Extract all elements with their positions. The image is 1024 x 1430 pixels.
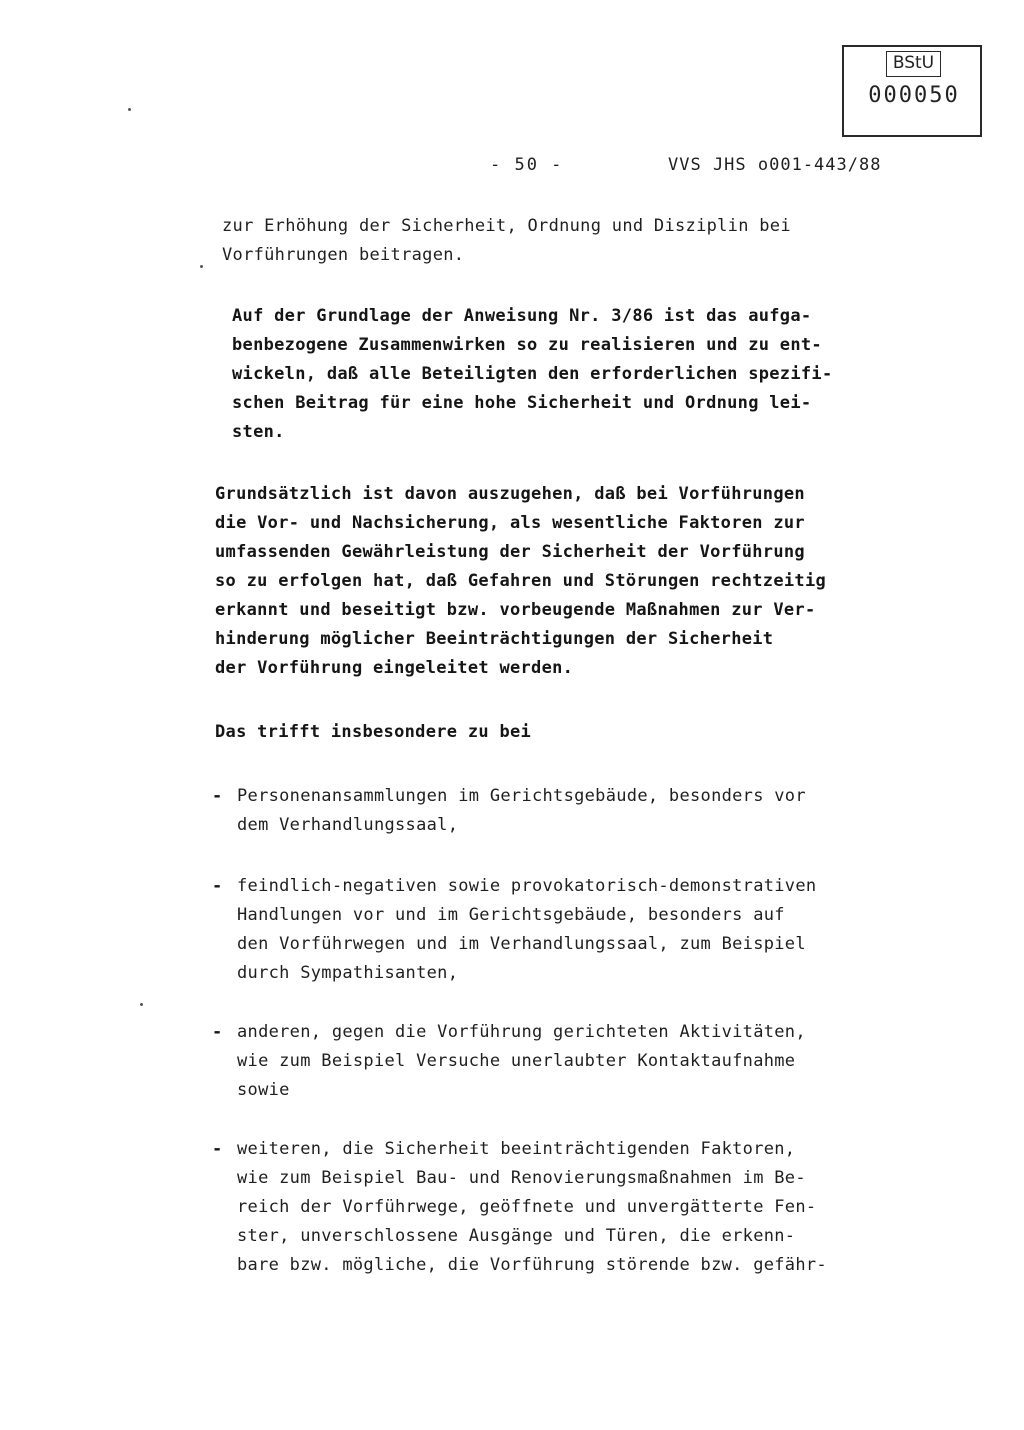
stamp-label: BStU bbox=[886, 51, 941, 77]
bullet-dash: - bbox=[212, 1022, 223, 1042]
paragraph-3 bbox=[215, 480, 915, 683]
scan-speck bbox=[200, 265, 203, 268]
text-line: sten. bbox=[232, 422, 285, 442]
text-line: umfassenden Gewährleistung der Sicherheit der Vorführung bbox=[215, 542, 805, 562]
scan-speck bbox=[128, 108, 131, 111]
paragraph-2 bbox=[232, 302, 932, 447]
text-line: ster, unverschlossene Ausgänge und Türen, die erkenn- bbox=[237, 1226, 796, 1246]
paragraph-1 bbox=[222, 212, 922, 270]
text-line: Handlungen vor und im Gerichtsgebäude, besonders auf bbox=[237, 905, 785, 925]
text-line: Auf der Grundlage der Anweisung Nr. 3/86 ist das aufga- bbox=[232, 306, 812, 326]
text-line: der Vorführung eingeleitet werden. bbox=[215, 658, 574, 678]
text-line: bare bzw. mögliche, die Vorführung störende bzw. gefähr- bbox=[237, 1255, 827, 1275]
text-line: zur Erhöhung der Sicherheit, Ordnung und Disziplin bei bbox=[222, 216, 791, 236]
text-line: hinderung möglicher Beeinträchtigungen der Sicherheit bbox=[215, 629, 774, 649]
document-reference: VVS JHS o001-443/88 bbox=[668, 155, 882, 175]
text-line: feindlich-negativen sowie provokatorisch-demonstrativen bbox=[237, 876, 817, 896]
text-line: schen Beitrag für eine hohe Sicherheit und Ordnung lei- bbox=[232, 393, 812, 413]
text-line: sowie bbox=[237, 1080, 290, 1100]
list-intro bbox=[215, 718, 915, 747]
list-item-text bbox=[237, 1018, 806, 1105]
list-item-text bbox=[237, 782, 806, 840]
text-line: dem Verhandlungssaal, bbox=[237, 815, 459, 835]
text-line: Grundsätzlich ist davon auszugehen, daß bei Vorführungen bbox=[215, 484, 805, 504]
list-item-text bbox=[237, 872, 816, 988]
page-number: - 50 - bbox=[490, 155, 564, 175]
bullet-dash: - bbox=[212, 876, 223, 896]
text-line: anderen, gegen die Vorführung gerichteten Aktivitäten, bbox=[237, 1022, 806, 1042]
text-line: wie zum Beispiel Versuche unerlaubter Kontaktaufnahme bbox=[237, 1051, 796, 1071]
text-line: reich der Vorführwege, geöffnete und unvergätterte Fen- bbox=[237, 1197, 817, 1217]
archive-stamp bbox=[842, 45, 982, 137]
text-line: Vorführungen beitragen. bbox=[222, 245, 465, 265]
text-line: durch Sympathisanten, bbox=[237, 963, 459, 983]
text-line: erkannt und beseitigt bzw. vorbeugende Maßnahmen zur Ver- bbox=[215, 600, 816, 620]
bullet-dash: - bbox=[212, 1139, 223, 1159]
bullet-dash: - bbox=[212, 786, 223, 806]
text-line: Personenansammlungen im Gerichtsgebäude, besonders vor bbox=[237, 786, 806, 806]
text-line: so zu erfolgen hat, daß Gefahren und Störungen rechtzeitig bbox=[215, 571, 827, 591]
text-line: benbezogene Zusammenwirken so zu realisieren und zu ent- bbox=[232, 335, 822, 355]
text-line: die Vor- und Nachsicherung, als wesentliche Faktoren zur bbox=[215, 513, 805, 533]
scan-speck bbox=[140, 1003, 143, 1006]
text-line: wickeln, daß alle Beteiligten den erforderlichen spezifi- bbox=[232, 364, 833, 384]
list-item-text bbox=[237, 1135, 827, 1280]
stamp-number: 000050 bbox=[868, 83, 960, 108]
text-line: Das trifft insbesondere zu bei bbox=[215, 722, 532, 742]
text-line: weiteren, die Sicherheit beeinträchtigenden Faktoren, bbox=[237, 1139, 796, 1159]
text-line: den Vorführwegen und im Verhandlungssaal, zum Beispiel bbox=[237, 934, 806, 954]
text-line: wie zum Beispiel Bau- und Renovierungsmaßnahmen im Be- bbox=[237, 1168, 806, 1188]
